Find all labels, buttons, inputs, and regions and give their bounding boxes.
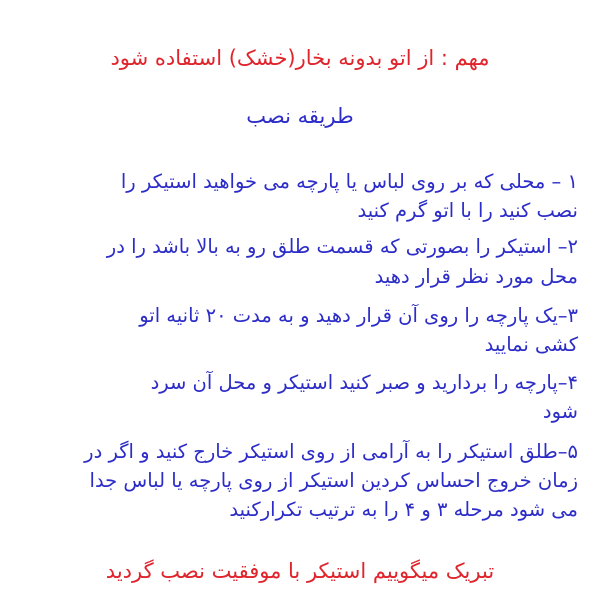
step-line: شود xyxy=(542,400,578,423)
step-line: محل مورد نظر قرار دهید xyxy=(374,265,578,288)
step-line: ۲– استیکر را بصورتی که قسمت طلق رو به بالا باشد را در xyxy=(106,235,578,258)
step-line: کشی نمایید xyxy=(484,333,578,356)
step-line: زمان خروج احساس کردین استیکر از روی پارچه یا لباس جدا xyxy=(89,469,578,492)
step-line: می شود مرحله ۳ و ۴ را به ترتیب تکرارکنید xyxy=(229,498,578,521)
step-line: ۳–یک پارچه را روی آن قرار دهید و به مدت ۲۰ ثانیه اتو xyxy=(139,304,578,327)
closing-message: تبریک میگوییم استیکر با موفقیت نصب گردید xyxy=(105,559,495,583)
page-heading: طریقه نصب xyxy=(246,104,354,128)
step-line: ۵–طلق استیکر را به آرامی از روی استیکر خارج کنید و اگر در xyxy=(84,440,578,463)
step-line: نصب کنید را با اتو گرم کنید xyxy=(357,199,578,222)
warning-title: مهم : از اتو بدونه بخار(خشک) استفاده شود xyxy=(110,46,490,70)
step-line: ۱ – محلی که بر روی لباس یا پارچه می خواهید استیکر را xyxy=(120,170,578,193)
step-line: ۴–پارچه را بردارید و صبر کنید استیکر و محل آن سرد xyxy=(150,371,578,394)
